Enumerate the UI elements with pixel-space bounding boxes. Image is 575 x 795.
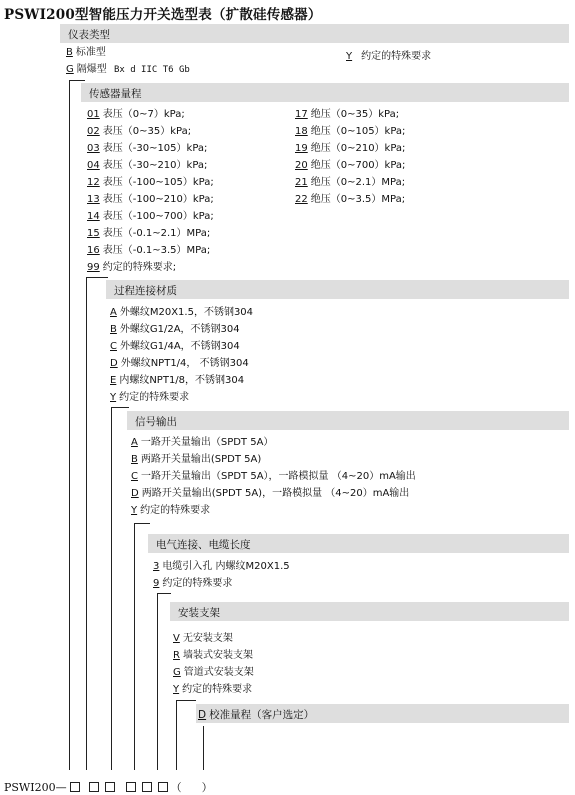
option-range-18: 18 绝压（0~105）kPa; [295,126,406,137]
option-process-e: E 内螺纹NPT1/8，不锈钢304 [110,375,245,386]
option-range-02: 02 表压（0~35）kPa; [87,126,192,137]
option-process-y: Y 约定的特殊要求 [110,392,190,403]
option-signal-y: Y 约定的特殊要求 [131,505,211,516]
option-process-b: B 外螺纹G1/2A，不锈钢304 [110,324,240,335]
option-range-22: 22 绝压（0~3.5）MPa; [295,194,406,205]
option-process-d: D 外螺纹NPT1/4， 不锈钢304 [110,358,249,369]
model-code: PSWI200— （ ） [4,781,213,794]
section-header-calibration: D 校准量程（客户选定） [196,704,569,723]
slot-mounting [158,782,168,792]
option-signal-d: D 两路开关量输出(SPDT 5A)，一路模拟量 （4~20）mA输出 [131,488,410,499]
option-range-19: 19 绝压（0~210）kPa; [295,143,406,154]
slot-range [89,782,99,792]
tree-connector-2 [86,277,108,278]
slot-electrical [142,782,152,792]
option-instrument-b: B 标准型 [66,47,106,58]
section-header-sensor-range: 传感器量程 [81,83,569,102]
option-range-04: 04 表压（-30~210）kPa; [87,160,208,171]
calibration-code: D [198,709,207,721]
option-instrument-g: G 隔爆型 Bx d IIC T6 Gb [66,64,190,75]
tree-connector-1 [69,80,85,81]
page-title: PSWI200型智能压力开关选型表（扩散硅传感器） [4,7,322,23]
option-process-a: A 外螺纹M20X1.5，不锈钢304 [110,307,254,318]
option-electrical-3: 3 电缆引入孔 内螺纹M20X1.5 [153,561,290,572]
option-range-21: 21 绝压（0~2.1）MPa; [295,177,406,188]
section-header-mounting: 安装支架 [170,602,569,621]
slot-instrument [70,782,80,792]
option-range-17: 17 绝压（0~35）kPa; [295,109,400,120]
option-range-20: 20 绝压（0~700）kPa; [295,160,406,171]
option-mounting-v: V 无安装支架 [173,633,233,644]
option-range-99: 99 约定的特殊要求; [87,262,177,273]
tree-line-6 [176,700,177,770]
slot-process [105,782,115,792]
option-mounting-y: Y 约定的特殊要求 [173,684,253,695]
tree-line-4 [134,523,135,770]
tree-line-7 [203,726,204,770]
tree-connector-6 [176,700,196,701]
option-range-12: 12 表压（-100~105）kPa; [87,177,214,188]
slot-signal [126,782,136,792]
tree-line-3 [111,407,112,770]
option-range-01: 01 表压（0~7）kPa; [87,109,185,120]
tree-line-1 [69,80,70,770]
option-instrument-y: Y 约定的特殊要求 [346,51,432,62]
option-range-03: 03 表压（-30~105）kPa; [87,143,208,154]
option-signal-b: B 两路开关量输出(SPDT 5A) [131,454,262,465]
option-signal-a: A 一路开关量输出（SPDT 5A） [131,437,274,448]
option-range-16: 16 表压（-0.1~3.5）MPa; [87,245,211,256]
section-header-electrical: 电气连接、电缆长度 [148,534,569,553]
option-mounting-g: G 管道式安装支架 [173,667,254,678]
tree-line-5 [157,593,158,770]
option-range-15: 15 表压（-0.1~2.1）MPa; [87,228,211,239]
option-electrical-9: 9 约定的特殊要求 [153,578,233,589]
section-header-signal-output: 信号输出 [127,411,569,430]
tree-line-2 [86,277,87,770]
section-header-instrument-type: 仪表类型 [60,24,569,43]
section-header-process-connection: 过程连接材质 [106,280,569,299]
option-range-14: 14 表压（-100~700）kPa; [87,211,214,222]
option-range-13: 13 表压（-100~210）kPa; [87,194,214,205]
tree-connector-5 [157,593,171,594]
option-mounting-r: R 墙装式安装支架 [173,650,253,661]
tree-connector-4 [134,523,150,524]
option-signal-c: C 一路开关量输出（SPDT 5A），一路模拟量 （4~20）mA输出 [131,471,416,482]
tree-connector-3 [111,407,129,408]
option-process-c: C 外螺纹G1/4A，不锈钢304 [110,341,240,352]
